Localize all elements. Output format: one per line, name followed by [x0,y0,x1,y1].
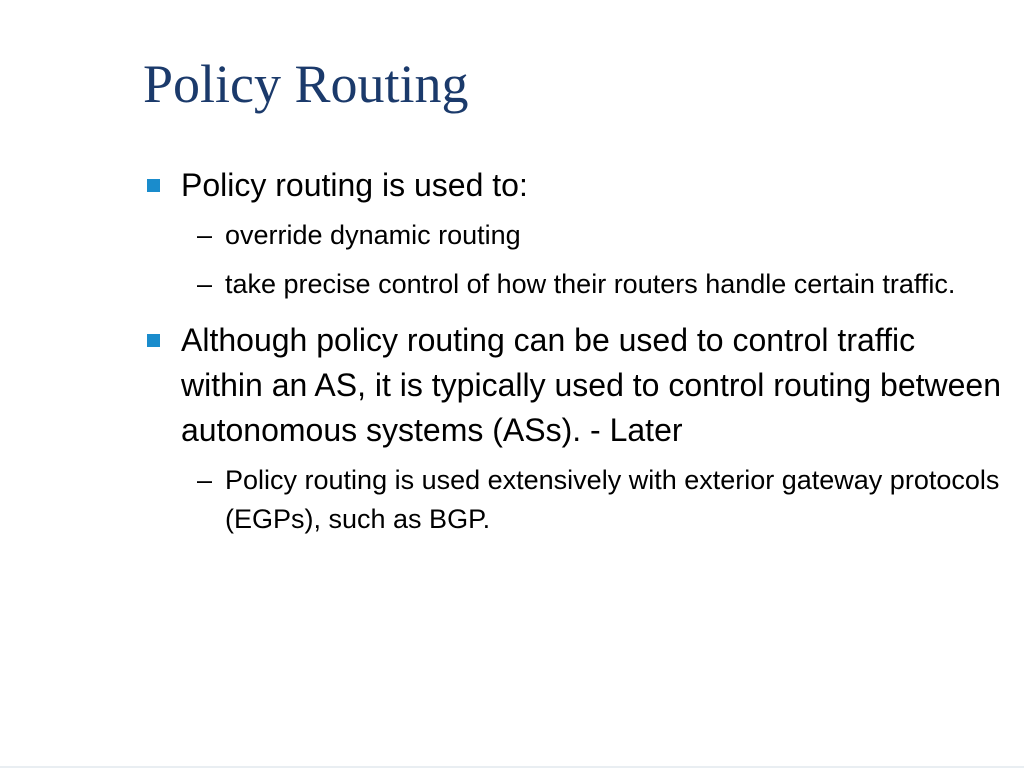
dash-icon: – [197,269,213,299]
slide-title: Policy Routing [143,54,469,114]
bullet-item [145,318,1005,453]
sub-bullet-text: take precise control of how their routers handle certain traffic. [225,269,956,299]
sub-bullet-item [145,216,1005,255]
bullet-text: Although policy routing can be used to control traffic within an AS, it is typically used to control routing between autonomous systems (ASs). - Later [181,322,1001,448]
sub-bullet-item [145,265,1005,304]
dash-icon: – [197,465,213,495]
bullet-item [145,163,1005,208]
sub-bullet-text: override dynamic routing [225,220,521,250]
square-bullet-icon [147,179,160,192]
dash-icon: – [197,220,213,250]
bullet-text: Policy routing is used to: [181,167,528,203]
sub-bullet-text: Policy routing is used extensively with exterior gateway protocols (EGPs), such as BGP. [225,465,1000,534]
slide-content [145,163,1005,549]
square-bullet-icon [147,334,160,347]
sub-bullet-item [145,461,1005,539]
